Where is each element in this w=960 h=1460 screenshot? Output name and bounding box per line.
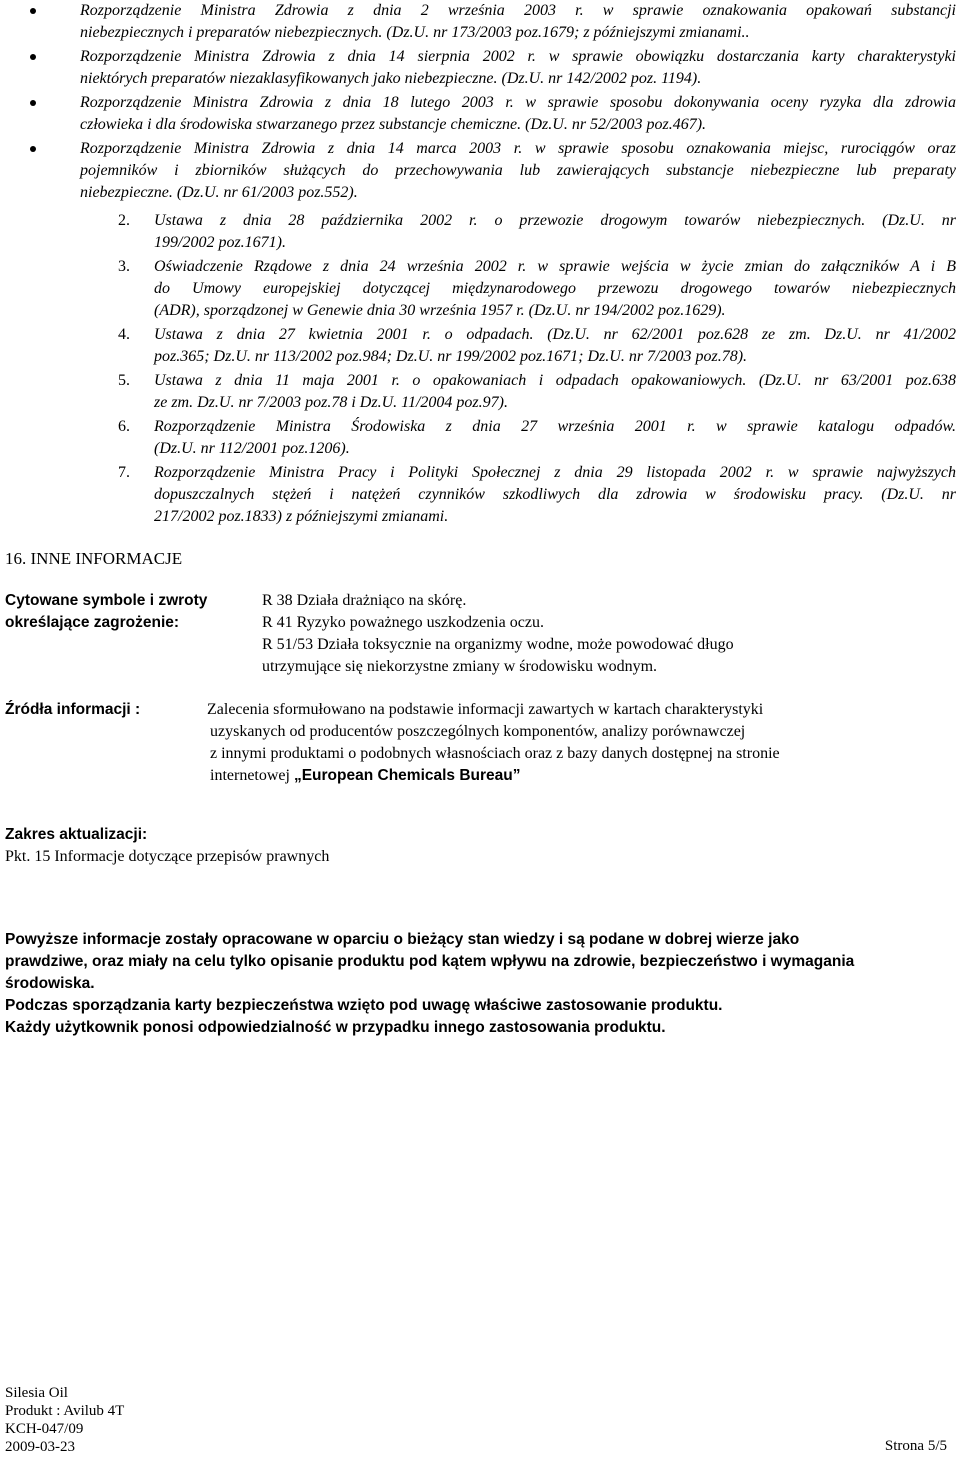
item-number: 3. [118,258,130,275]
list-item: 5. Ustawa z dnia 11 maja 2001 r. o opakowaniach i odpadach opakowaniowych. (Dz.U. nr 63/2001 poz.638 ze zm. Dz.U. nr 7/2003 poz.78 i Dz.U. 11/2004 poz.97). [118,372,956,411]
risk-phrase: R 38 Działa drażniąco na skórę. [262,592,467,609]
bullet-icon [30,146,36,152]
product-name: Produkt : Avilub 4T [5,1403,125,1419]
item-number: 4. [118,326,130,343]
list-item: 2. Ustawa z dnia 28 października 2002 r. o przewozie drogowym towarów niebezpiecznych. (Dz.U. nr 199/2002 poz.1671). [118,212,956,251]
sources-label: Źródła informacji : [5,701,141,718]
symbols-label: Cytowane symbole i zwroty określające zagrożenie: [5,592,208,631]
list-item: Rozporządzenie Ministra Zdrowia z dnia 2 września 2003 r. w sprawie oznakowania opakowań substancji niebezpiecznych i preparatów niebezpiecznych. (Dz.U. nr 173/2003 poz.1679; z późniejszymi zmianami.. [80,0,956,44]
document-code: KCH-047/09 [5,1421,84,1437]
disclaimer: Powyższe informacje zostały opracowane w oparciu o bieżący stan wiedzy i są podane w dobrej wierze jako prawdziwe, oraz miały na celu tylko opisanie produktu pod kątem wpływu na zdrowie, bezpieczeństwo i wymagania środowiska. Podczas sporządzania karty bezpieczeństwa wzięto pod uwagę właściwe zastosowanie produktu. Każdy użytkownik ponosi odpowiedzialność w przypadku innego zastosowania produktu. [5,931,855,1036]
list-item: Rozporządzenie Ministra Zdrowia z dnia 14 marca 2003 r. w sprawie sposobu oznakowania miejsc, rurociągów oraz pojemników i zbiorników służących do przechowywania lub zawierających substancje niebezpieczne lub preparaty niebezpieczne. (Dz.U. nr 61/2003 poz.552). [80,138,956,204]
list-item: 4. Ustawa z dnia 27 kwietnia 2001 r. o odpadach. (Dz.U. nr 62/2001 poz.628 ze zm. Dz.U. nr 41/2002 poz.365; Dz.U. nr 113/2002 poz.984; Dz.U. nr 199/2002 poz.1671; Dz.U. nr 7/2003 poz.78). [118,326,956,365]
list-item: 3. Oświadczenie Rządowe z dnia 24 września 2002 r. w sprawie wejścia w życie zmian do załączników A i B do Umowy europejskiej dotyczącej międzynarodowego przewozu drogowego towarów niebezpiecznych (ADR), sporządzonej w Genewie dnia 30 września 1957 r. (Dz.U. nr 194/2002 poz.1629). [118,258,956,319]
list-item: Rozporządzenie Ministra Zdrowia z dnia 14 sierpnia 2002 r. w sprawie obowiązku dostarczania karty charakterystyki niektórych preparatów niezaklasyfikowanych jako niebezpieczne. (Dz.U. nr 142/2002 poz. 1194). [80,46,956,90]
document-date: 2009-03-23 [5,1439,75,1455]
risk-phrase: utrzymujące się niekorzystne zmiany w środowisku wodnym. [262,658,658,675]
ecb-reference: „European Chemicals Bureau” [293,767,521,784]
update-label: Zakres aktualizacji: [5,826,148,843]
regulations-numbered-list [118,210,956,530]
bullet-icon [30,54,36,60]
page-number: Strona 5/5 [884,1438,947,1454]
item-number: 2. [118,212,130,229]
regulations-bullet-list [80,0,956,206]
company-name: Silesia Oil [5,1385,68,1401]
list-item: 7. Rozporządzenie Ministra Pracy i Polityki Społecznej z dnia 29 listopada 2002 r. w sprawie najwyższych dopuszczalnych stężeń i natężeń czynników szkodliwych dla zdrowia w środowisku pracy. (Dz.U. nr 217/2002 poz.1833) z późniejszymi zmianami. [118,464,956,525]
bullet-icon [30,100,36,106]
list-item: 6. Rozporządzenie Ministra Środowiska z dnia 27 września 2001 r. w sprawie katalogu odpadów. (Dz.U. nr 112/2001 poz.1206). [118,418,956,457]
bullet-icon [30,8,36,14]
item-number: 6. [118,418,130,435]
item-number: 7. [118,464,130,481]
risk-phrases-list [262,590,734,678]
risk-phrase: R 51/53 Działa toksycznie na organizmy wodne, może powodować długo [262,636,734,653]
item-number: 5. [118,372,130,389]
risk-phrase: R 41 Ryzyko poważnego uszkodzenia oczu. [262,614,544,631]
sources-text: Zalecenia sformułowano na podstawie informacji zawartych w kartach charakterystyki uzyskanych od producentów poszczególnych komponentów, analizy porównawczej z innymi produktami o podobnych własnościach oraz z bazy danych dostępnej na stronie internetowej „European Chemicals Bureau” [207,701,780,784]
list-item: Rozporządzenie Ministra Zdrowia z dnia 18 lutego 2003 r. w sprawie sposobu dokonywania oceny ryzyka dla zdrowia człowieka i dla środowiska stwarzanego przez substancje chemiczne. (Dz.U. nr 52/2003 poz.467). [80,92,956,136]
update-text: Pkt. 15 Informacje dotyczące przepisów prawnych [5,848,330,865]
footer [5,1384,124,1456]
section-heading: 16. INNE INFORMACJE [5,549,183,568]
